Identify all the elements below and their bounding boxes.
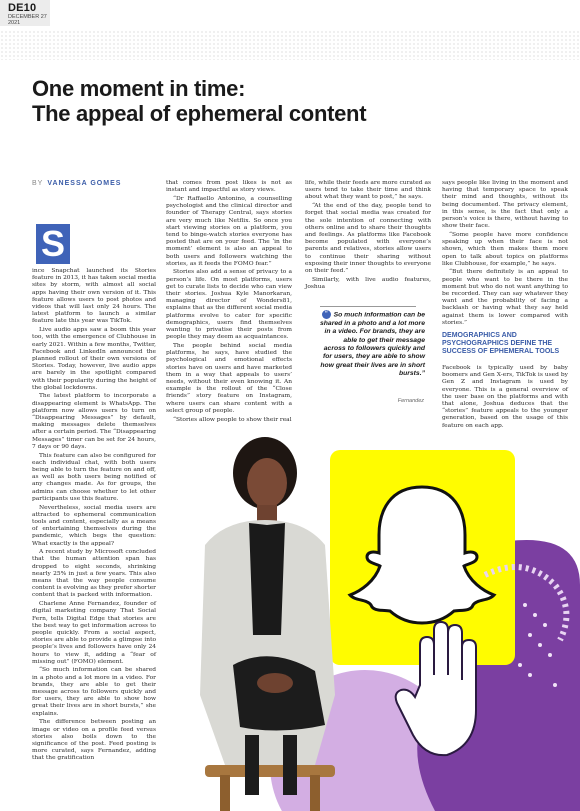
paragraph: Stories also add a sense of privacy to a person’s life. On most platforms, users get to curate lists to decide who can view their stories. Joshua Kyle Manorkaran, managing director of Wonders81, explains that as the different social media platforms evolve to cater for specific demographics, users find themselves wanting to privatise their posts from people they may deem as acquaintances. [166,269,292,341]
headline-line-2: The appeal of ephemeral content [32,101,367,126]
body-column-3 [305,180,431,293]
author-name: VANESSA GOMES [47,180,122,187]
paragraph: The difference between posting an image or video on a profile feed versus stories also boils down to the significance of the post. Feed posting is more curated, says Fernandez, adding that the gratification [32,719,156,762]
pullquote [320,310,425,379]
paragraph: Nevertheless, social media users are attracted to ephemeral communication tools and content, especially as a means of entertaining themselves during the pandemic, which begs the question: What exactly is the appeal? [32,504,156,547]
paragraph: Facebook is typically used by baby boomers and Gen X-ers, TikTok is used by Gen Z and Instagram is used by everyone. This is a general overview of the user base on the platforms and with that alone, Joshua deduces that the “stories” feature appeals to the younger generation, based on the usage of this feature on each app. [442,365,568,429]
body-column-4 [442,180,568,329]
paragraph: “Some people have more confidence speaking up when their face is not shown, which then makes them more open to talk about topics on platforms like Clubhouse, for example,” he says. [442,231,568,267]
quote-icon: “ [322,310,331,319]
byline: BY VANESSA GOMES [32,180,122,187]
article-headline [32,76,552,126]
body-column-2 [166,180,292,425]
paragraph: Similarly, with live audio features, Joshua [305,276,431,290]
body-column-1 [32,268,156,764]
paragraph: Live audio apps saw a boom this year too, with the emergence of Clubhouse in early 2021. Within a few months, Twitter, Facebook and LinkedIn announced the planned rollout of their own versions of Stories. Today, however, live audio apps are barely in the spotlight compared with their popularity during the height of the global lockdowns. [32,327,156,391]
paragraph: ince Snapchat launched its Stories feature in 2013, it has taken social media sites by storm, with almost all social apps having their own version of it. This feature allows users to post photos and videos that will last only 24 hours. The latest platform to launch a similar feature late this year was TikTok. [32,268,156,325]
paragraph: “Stories allow people to show their real [173,416,292,423]
page-folio [0,0,50,26]
paragraph: A recent study by Microsoft concluded that the human attention span has dropped to eight seconds, shrinking nearly 25% in just a few years. This also means that the way people consume content is evolving as they prefer shorter content that is packed with information. [32,549,156,599]
paragraph: “At the end of the day, people tend to forget that social media was created for the sole intention of connecting with others online and to share their thoughts and feelings. As platforms like Facebook become populated with everyone’s parents and relatives, stories allow users to continue their sharing without exposing their inner thoughts to everyone on their feed.” [305,203,431,274]
pullquote-rule [320,306,416,307]
paragraph: “But there definitely is an appeal to people who want to be there in the moment but who do not want anything to be recorded. They can say whatever they want and the probability of facing a backlash or having what they say held against them is lower compared with stories.” [442,269,568,326]
paragraph: that comes from post likes is not as instant and impactful as story views. [166,180,292,194]
paragraph: “So much information can be shared in a photo and a lot more in a video. For brands, they are able to get their message across to followers quickly and for users, they are able to show how great their lives are in short bursts,” she explains. [32,667,156,717]
feature-illustration [185,435,580,811]
section-subhead: DEMOGRAPHICS AND PSYCHOGRAPHICS DEFINE THE SUCCESS OF EPHEMERAL TOOLS [442,332,560,355]
drop-cap: S [36,224,70,264]
paragraph: The people behind social media platforms, he says, have studied the psychological and emotional effects stories have on users and have marketed them in a way that appeals to users’ needs, without their even knowing it. An example is the rollout of the “Close friends” story feature on Instagram, where users can share content with a select group of people. [166,342,292,414]
paragraph: This feature can also be configured for each individual chat, with both users being able to turn the feature on and off, as well as both users being notified of any changes made. As for groups, the admins can choose whether to let other participants use this feature. [32,452,156,502]
pullquote-text: So much information can be shared in a photo and a lot more in a video. For brands, they are able to get their message across to followers quickly and for users, they are able to show how great their lives are in short bursts.” [320,311,425,378]
paragraph: says people like living in the moment and having that temporary space to speak their mind and thoughts, without its being documented. The privacy element, in this sense, is the fact that only a person’s voice is there, without having to show their face. [442,180,568,230]
page-number: DE10 [8,2,37,14]
pullquote-attribution: Fernandez [397,398,424,404]
dot-pattern-decoration [0,30,580,60]
paragraph: life, while their feeds are more curated as users tend to take their time and think about what they want to post,” he says. [305,180,431,201]
issue-date: DECEMBER 27 2021 [8,14,47,26]
body-column-4-continued [442,365,568,431]
headline-line-1: One moment in time: [32,76,246,101]
paragraph: Charlene Anne Fernandez, founder of digital marketing company That Social Fern, tells Digital Edge that stories are the best way to get information across to people quickly. From a social aspect, stories are able to provide a glimpse into people’s lives and followers have only 24 hours to view it, adding a “fear of missing out” (FOMO) element. [32,601,156,665]
person-photo [200,437,335,811]
paragraph: “Dr Raffaello Antonino, a counselling psychologist and the clinical director and founder of Therapy Central, says stories are very much like Netflix. So once you start viewing stories on a platform, you tend to binge-watch stories everyone has posted that are on your feed. The ‘in the moment’ element is also an appeal to both users and followers watching the stories, as it feeds the FOMO fear.” [166,195,292,267]
paragraph: The latest platform to incorporate a disappearing element is WhatsApp. The platform now allows users to turn on “Disappearing Messages” by default, making messages delete themselves after a certain period. The “Disappearing Messages” timer can be set for 24 hours, 7 days or 90 days. [32,393,156,450]
